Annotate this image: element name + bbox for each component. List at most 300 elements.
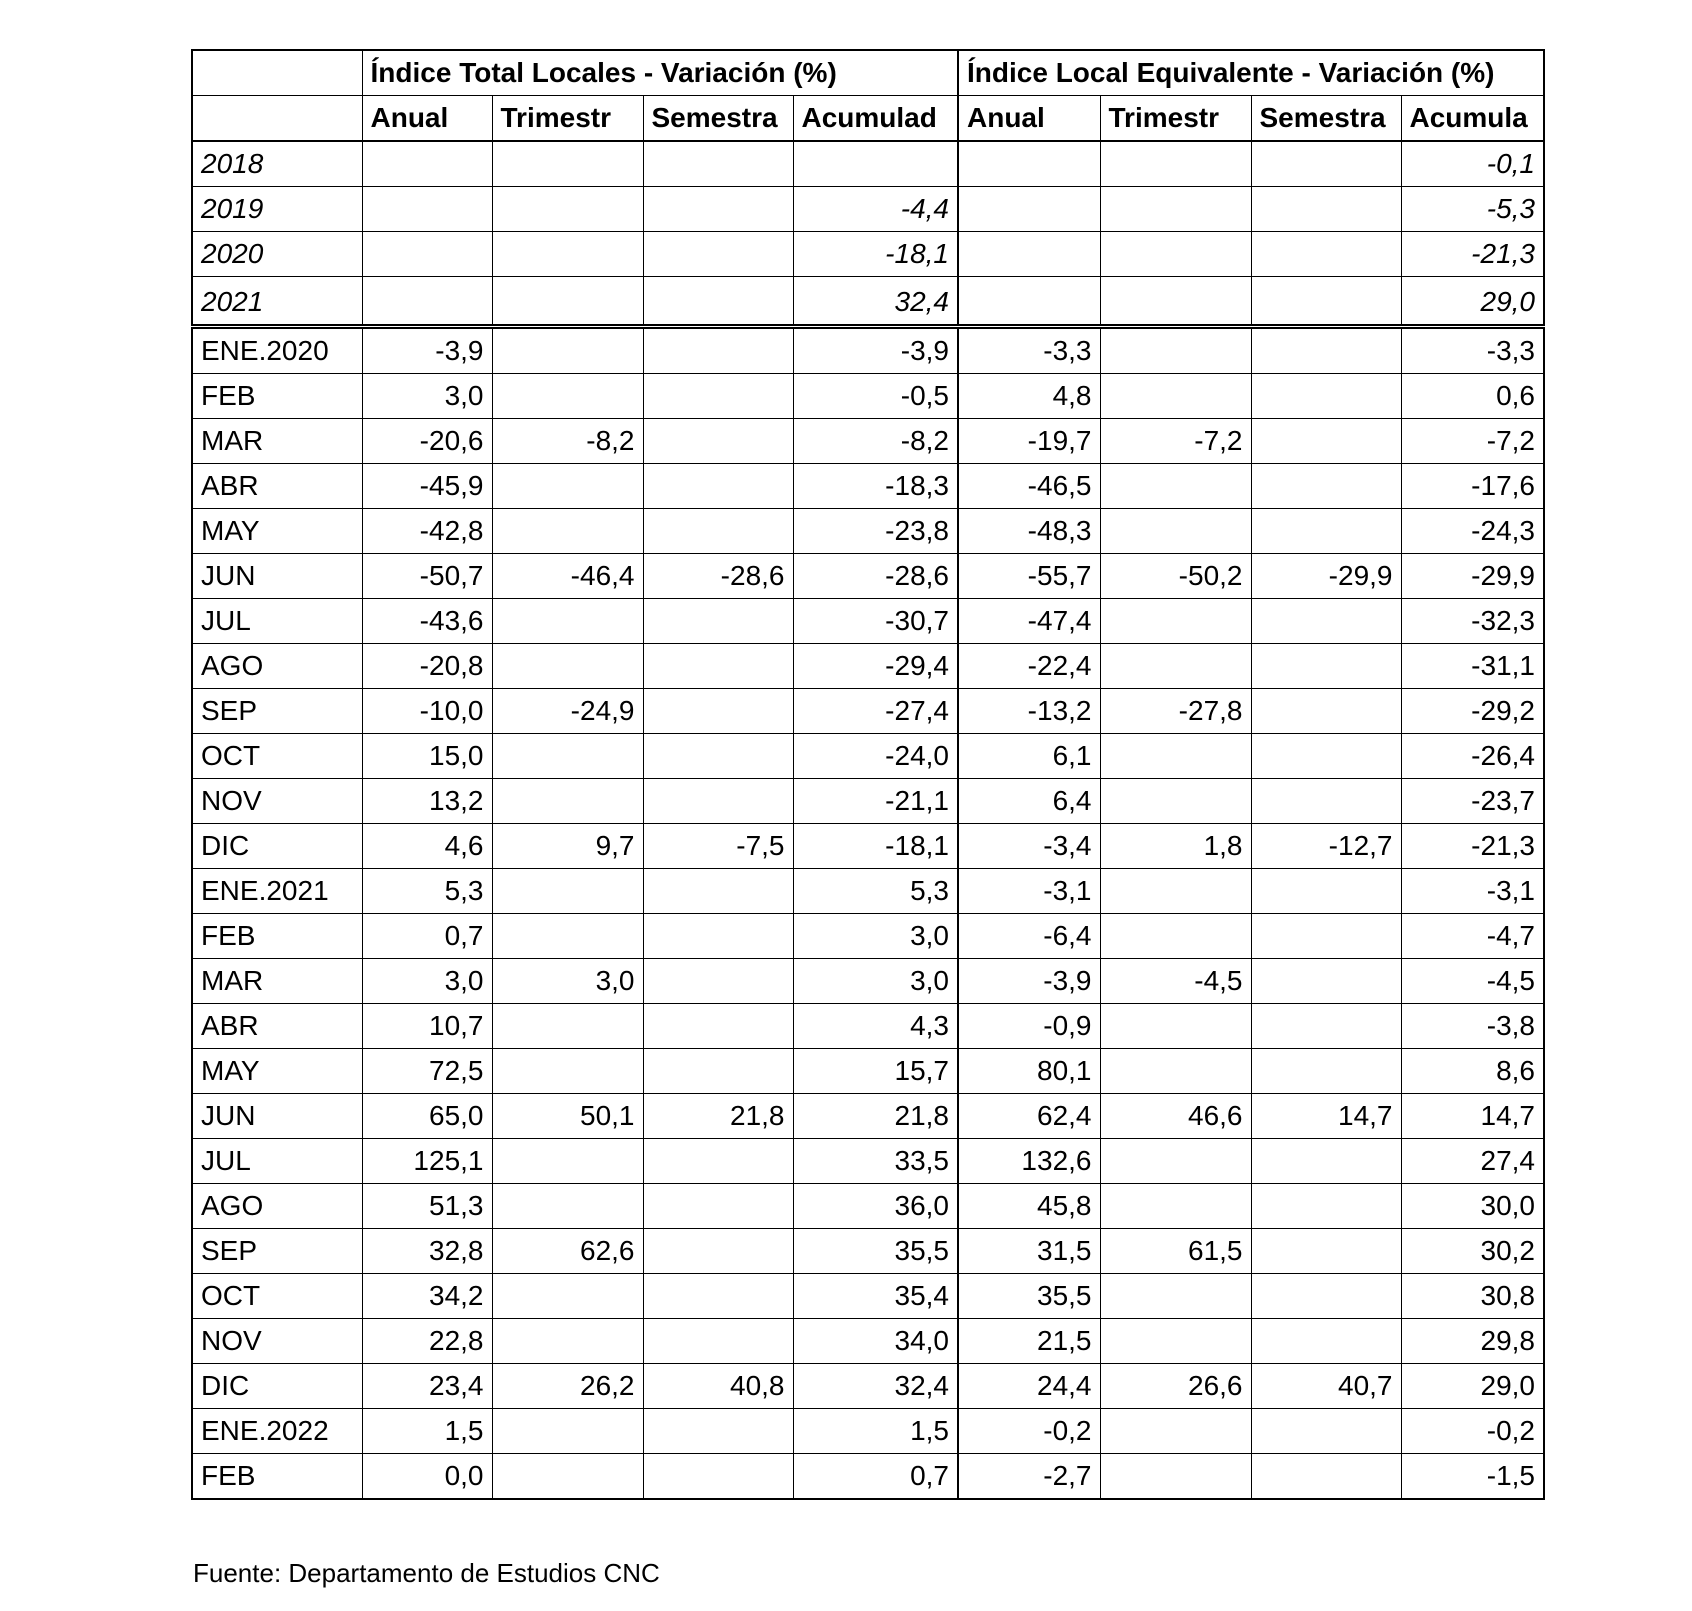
table-row <box>192 1319 1544 1364</box>
table-cell: 3,0 <box>793 914 958 959</box>
table-cell: -48,3 <box>958 509 1100 554</box>
table-cell <box>492 1049 643 1094</box>
table-cell <box>643 1049 793 1094</box>
table-cell <box>492 374 643 419</box>
group-header-row <box>192 50 1544 96</box>
table-cell: -3,1 <box>1401 869 1544 914</box>
table-cell <box>1251 1274 1401 1319</box>
table-cell <box>643 689 793 734</box>
col-header-right-semestral: Semestra <box>1251 96 1401 142</box>
table-cell <box>1100 644 1251 689</box>
table-cell: -3,4 <box>958 824 1100 869</box>
table-row <box>192 141 1544 187</box>
table-cell <box>492 1184 643 1229</box>
table-cell <box>1251 1229 1401 1274</box>
table-row <box>192 509 1544 554</box>
col-header-right-acumulado: Acumula <box>1401 96 1544 142</box>
table-cell <box>492 914 643 959</box>
table-cell: 62,4 <box>958 1094 1100 1139</box>
table-cell <box>492 141 643 187</box>
table-cell <box>793 141 958 187</box>
table-cell: -1,5 <box>1401 1454 1544 1500</box>
table-row <box>192 1454 1544 1500</box>
table-row <box>192 1274 1544 1319</box>
table-cell <box>643 327 793 374</box>
table-cell <box>1251 277 1401 327</box>
table-cell <box>643 277 793 327</box>
table-cell: -22,4 <box>958 644 1100 689</box>
row-label: AGO <box>192 644 362 689</box>
table-row <box>192 1184 1544 1229</box>
table-row <box>192 599 1544 644</box>
table-cell: -3,9 <box>958 959 1100 1004</box>
table-cell <box>1100 1409 1251 1454</box>
table-row <box>192 824 1544 869</box>
table-cell: -17,6 <box>1401 464 1544 509</box>
table-cell <box>1100 1139 1251 1184</box>
table-cell <box>1251 914 1401 959</box>
col-header-right-trimestral: Trimestr <box>1100 96 1251 142</box>
col-header-left-acumulado: Acumulad <box>793 96 958 142</box>
table-cell: -18,1 <box>793 232 958 277</box>
table-cell: 26,2 <box>492 1364 643 1409</box>
table-cell: -0,5 <box>793 374 958 419</box>
table-cell: -29,4 <box>793 644 958 689</box>
table-cell <box>643 959 793 1004</box>
table-cell <box>643 1004 793 1049</box>
table-cell: -10,0 <box>362 689 492 734</box>
row-label: OCT <box>192 734 362 779</box>
table-cell: -20,8 <box>362 644 492 689</box>
table-cell <box>1251 1139 1401 1184</box>
table-cell: -3,8 <box>1401 1004 1544 1049</box>
table-cell: 34,0 <box>793 1319 958 1364</box>
table-cell: 30,0 <box>1401 1184 1544 1229</box>
table-cell: 30,8 <box>1401 1274 1544 1319</box>
table-cell <box>1251 959 1401 1004</box>
table-cell: 32,4 <box>793 277 958 327</box>
table-cell: 14,7 <box>1251 1094 1401 1139</box>
table-cell: -3,3 <box>958 327 1100 374</box>
table-cell: -12,7 <box>1251 824 1401 869</box>
col-header-left-anual: Anual <box>362 96 492 142</box>
table-cell <box>958 277 1100 327</box>
table-cell: -3,9 <box>362 327 492 374</box>
table-cell: -3,9 <box>793 327 958 374</box>
table-cell: 51,3 <box>362 1184 492 1229</box>
table-cell <box>1100 914 1251 959</box>
table-row <box>192 779 1544 824</box>
table-cell <box>362 232 492 277</box>
table-cell: 15,7 <box>793 1049 958 1094</box>
table-cell: 1,5 <box>362 1409 492 1454</box>
table-cell <box>1251 779 1401 824</box>
table-row <box>192 644 1544 689</box>
table-cell: 29,0 <box>1401 1364 1544 1409</box>
table-cell <box>492 277 643 327</box>
table-cell: -8,2 <box>492 419 643 464</box>
row-label: MAR <box>192 419 362 464</box>
table-row <box>192 232 1544 277</box>
table-cell: 26,6 <box>1100 1364 1251 1409</box>
table-cell <box>492 779 643 824</box>
table-cell: 0,6 <box>1401 374 1544 419</box>
table-cell <box>362 141 492 187</box>
table-cell <box>362 277 492 327</box>
table-cell: 1,8 <box>1100 824 1251 869</box>
table-cell: 50,1 <box>492 1094 643 1139</box>
table-cell <box>958 141 1100 187</box>
row-label: MAR <box>192 959 362 1004</box>
table-cell: 0,7 <box>362 914 492 959</box>
table-cell: 35,4 <box>793 1274 958 1319</box>
table-cell <box>643 509 793 554</box>
table-cell <box>643 1454 793 1500</box>
col-header-right-anual: Anual <box>958 96 1100 142</box>
row-label: 2020 <box>192 232 362 277</box>
row-label: MAY <box>192 1049 362 1094</box>
table-cell: 22,8 <box>362 1319 492 1364</box>
table-cell: -4,7 <box>1401 914 1544 959</box>
table-cell: 65,0 <box>362 1094 492 1139</box>
table-cell <box>1251 327 1401 374</box>
source-note: Fuente: Departamento de Estudios CNC <box>193 1558 660 1588</box>
table-cell: -4,5 <box>1401 959 1544 1004</box>
table-cell: 21,8 <box>643 1094 793 1139</box>
table-cell: 35,5 <box>958 1274 1100 1319</box>
table-row <box>192 374 1544 419</box>
table-cell <box>1251 599 1401 644</box>
table-cell: 8,6 <box>1401 1049 1544 1094</box>
row-label: OCT <box>192 1274 362 1319</box>
table-cell <box>492 734 643 779</box>
corner-cell <box>192 50 362 96</box>
table-row <box>192 419 1544 464</box>
table-row <box>192 914 1544 959</box>
table-cell: 24,4 <box>958 1364 1100 1409</box>
table-cell: 72,5 <box>362 1049 492 1094</box>
table-cell: -46,5 <box>958 464 1100 509</box>
table-cell <box>1251 1319 1401 1364</box>
col-header-left-semestral: Semestra <box>643 96 793 142</box>
table-cell <box>1100 1319 1251 1364</box>
corner-cell <box>192 96 362 142</box>
table-cell <box>1251 419 1401 464</box>
table-cell <box>1100 141 1251 187</box>
col-header-left-trimestral: Trimestr <box>492 96 643 142</box>
row-label: ABR <box>192 1004 362 1049</box>
table-row <box>192 1409 1544 1454</box>
table-cell <box>1251 141 1401 187</box>
table-cell: -18,1 <box>793 824 958 869</box>
table-cell: -27,8 <box>1100 689 1251 734</box>
table-cell <box>643 1274 793 1319</box>
row-label: 2021 <box>192 277 362 327</box>
row-label: DIC <box>192 1364 362 1409</box>
table-cell: -4,5 <box>1100 959 1251 1004</box>
table-cell <box>643 1184 793 1229</box>
table-cell: -50,2 <box>1100 554 1251 599</box>
table-cell: 3,0 <box>362 959 492 1004</box>
table-cell <box>492 869 643 914</box>
table-row <box>192 689 1544 734</box>
table-cell: -7,2 <box>1401 419 1544 464</box>
row-label: JUN <box>192 554 362 599</box>
table-cell <box>958 187 1100 232</box>
table-cell <box>643 187 793 232</box>
table-cell: -3,3 <box>1401 327 1544 374</box>
table-cell <box>1251 1004 1401 1049</box>
row-label: FEB <box>192 374 362 419</box>
table-cell <box>1100 374 1251 419</box>
table-cell <box>643 419 793 464</box>
row-label: SEP <box>192 689 362 734</box>
table-cell <box>1100 187 1251 232</box>
table-cell: -30,7 <box>793 599 958 644</box>
table-body <box>192 50 1544 1499</box>
table-cell: -50,7 <box>362 554 492 599</box>
table-cell: -29,9 <box>1251 554 1401 599</box>
table-row <box>192 1004 1544 1049</box>
table-cell: 9,7 <box>492 824 643 869</box>
table-cell: -47,4 <box>958 599 1100 644</box>
table-cell: 5,3 <box>793 869 958 914</box>
table-cell <box>1251 869 1401 914</box>
table-cell: 33,5 <box>793 1139 958 1184</box>
table-cell <box>362 187 492 232</box>
table-cell <box>1100 599 1251 644</box>
table-cell <box>1100 1049 1251 1094</box>
row-label: ABR <box>192 464 362 509</box>
table-cell: 62,6 <box>492 1229 643 1274</box>
table-cell <box>643 779 793 824</box>
row-label: JUL <box>192 599 362 644</box>
row-label: NOV <box>192 779 362 824</box>
table-cell: 46,6 <box>1100 1094 1251 1139</box>
table-cell: 21,5 <box>958 1319 1100 1364</box>
table-cell: -8,2 <box>793 419 958 464</box>
table-cell: 3,0 <box>793 959 958 1004</box>
table-cell <box>492 599 643 644</box>
table-cell: -29,2 <box>1401 689 1544 734</box>
table-cell <box>643 141 793 187</box>
table-cell: -20,6 <box>362 419 492 464</box>
table-row <box>192 869 1544 914</box>
table-cell: 31,5 <box>958 1229 1100 1274</box>
table-cell: -19,7 <box>958 419 1100 464</box>
table-cell: 21,8 <box>793 1094 958 1139</box>
table-cell: 0,7 <box>793 1454 958 1500</box>
table-row <box>192 1364 1544 1409</box>
table-cell: 4,6 <box>362 824 492 869</box>
table-cell <box>1100 1004 1251 1049</box>
table-cell <box>1100 734 1251 779</box>
table-cell: -23,7 <box>1401 779 1544 824</box>
table-cell: 35,5 <box>793 1229 958 1274</box>
table-cell: 14,7 <box>1401 1094 1544 1139</box>
table-cell <box>1251 1454 1401 1500</box>
table-cell: 0,0 <box>362 1454 492 1500</box>
table-cell <box>643 1229 793 1274</box>
table-cell: -7,5 <box>643 824 793 869</box>
group-header-total-locales: Índice Total Locales - Variación (%) <box>362 50 958 96</box>
table-cell: -46,4 <box>492 554 643 599</box>
group-header-local-equivalente: Índice Local Equivalente - Variación (%) <box>958 50 1544 96</box>
table-cell <box>643 914 793 959</box>
row-label: JUL <box>192 1139 362 1184</box>
table-cell: 4,3 <box>793 1004 958 1049</box>
table-cell: 61,5 <box>1100 1229 1251 1274</box>
table-cell <box>1251 1049 1401 1094</box>
variation-index-table <box>191 49 1545 1500</box>
row-label: NOV <box>192 1319 362 1364</box>
table-cell: 80,1 <box>958 1049 1100 1094</box>
table-cell <box>492 644 643 689</box>
table-cell <box>492 187 643 232</box>
table-cell: -3,1 <box>958 869 1100 914</box>
table-cell <box>1251 689 1401 734</box>
table-cell: -4,4 <box>793 187 958 232</box>
table-cell <box>1100 509 1251 554</box>
table-row <box>192 1049 1544 1094</box>
table-cell <box>1251 734 1401 779</box>
table-cell <box>1251 1184 1401 1229</box>
table-cell: -18,3 <box>793 464 958 509</box>
table-cell: 3,0 <box>362 374 492 419</box>
table-cell: -27,4 <box>793 689 958 734</box>
table-cell: 3,0 <box>492 959 643 1004</box>
table-cell: 29,0 <box>1401 277 1544 327</box>
table-cell: 34,2 <box>362 1274 492 1319</box>
table-cell <box>643 734 793 779</box>
row-label: FEB <box>192 1454 362 1500</box>
table-cell <box>492 1139 643 1184</box>
table-cell: 40,7 <box>1251 1364 1401 1409</box>
table-row <box>192 464 1544 509</box>
table-row <box>192 1139 1544 1184</box>
table-cell: -42,8 <box>362 509 492 554</box>
table-cell: -28,6 <box>793 554 958 599</box>
table-cell <box>492 1409 643 1454</box>
table-cell: -2,7 <box>958 1454 1100 1500</box>
table-row <box>192 734 1544 779</box>
table-row <box>192 277 1544 327</box>
table-cell <box>1100 1454 1251 1500</box>
table-cell <box>492 509 643 554</box>
row-label: DIC <box>192 824 362 869</box>
row-label: ENE.2020 <box>192 327 362 374</box>
table-cell: -0,9 <box>958 1004 1100 1049</box>
table-cell: -24,0 <box>793 734 958 779</box>
table-cell <box>958 232 1100 277</box>
table-cell: 132,6 <box>958 1139 1100 1184</box>
table-cell <box>492 1319 643 1364</box>
table-cell: -21,3 <box>1401 824 1544 869</box>
table-cell: 6,1 <box>958 734 1100 779</box>
table-cell: 32,4 <box>793 1364 958 1409</box>
table-cell: -28,6 <box>643 554 793 599</box>
table-cell <box>1100 779 1251 824</box>
table-cell: 27,4 <box>1401 1139 1544 1184</box>
table-cell: -43,6 <box>362 599 492 644</box>
table-cell: 32,8 <box>362 1229 492 1274</box>
table-cell: 13,2 <box>362 779 492 824</box>
table-cell: 125,1 <box>362 1139 492 1184</box>
table-cell <box>643 1409 793 1454</box>
table-cell: -29,9 <box>1401 554 1544 599</box>
table-cell <box>1251 232 1401 277</box>
table-row <box>192 1094 1544 1139</box>
table-cell: 23,4 <box>362 1364 492 1409</box>
table-cell <box>492 1004 643 1049</box>
table-cell: -45,9 <box>362 464 492 509</box>
column-header-row <box>192 96 1544 142</box>
table-cell <box>1100 1274 1251 1319</box>
table-row <box>192 327 1544 374</box>
table-cell: -0,1 <box>1401 141 1544 187</box>
table-cell: -21,1 <box>793 779 958 824</box>
table-cell <box>1100 464 1251 509</box>
table-cell <box>643 599 793 644</box>
table-cell: -31,1 <box>1401 644 1544 689</box>
table-row <box>192 554 1544 599</box>
table-cell <box>643 374 793 419</box>
table-row <box>192 187 1544 232</box>
table-cell <box>492 232 643 277</box>
table-cell: 10,7 <box>362 1004 492 1049</box>
table-cell <box>492 327 643 374</box>
table-cell: -55,7 <box>958 554 1100 599</box>
table-cell: 36,0 <box>793 1184 958 1229</box>
table-cell <box>1251 187 1401 232</box>
table-cell: -13,2 <box>958 689 1100 734</box>
table-cell: 6,4 <box>958 779 1100 824</box>
table-cell: -0,2 <box>1401 1409 1544 1454</box>
table-cell: 15,0 <box>362 734 492 779</box>
table-cell: -26,4 <box>1401 734 1544 779</box>
table-cell <box>492 464 643 509</box>
table-cell: 29,8 <box>1401 1319 1544 1364</box>
table-cell <box>1100 869 1251 914</box>
row-label: 2019 <box>192 187 362 232</box>
table-row <box>192 959 1544 1004</box>
table-cell <box>1251 644 1401 689</box>
table-cell: 1,5 <box>793 1409 958 1454</box>
row-label: AGO <box>192 1184 362 1229</box>
table-cell <box>1100 277 1251 327</box>
table-cell <box>492 1454 643 1500</box>
row-label: 2018 <box>192 141 362 187</box>
row-label: JUN <box>192 1094 362 1139</box>
table-cell <box>643 1139 793 1184</box>
table-cell: -0,2 <box>958 1409 1100 1454</box>
table-cell <box>1100 327 1251 374</box>
table-cell: 45,8 <box>958 1184 1100 1229</box>
row-label: ENE.2021 <box>192 869 362 914</box>
table-cell: 4,8 <box>958 374 1100 419</box>
table-cell: -24,3 <box>1401 509 1544 554</box>
row-label: MAY <box>192 509 362 554</box>
table-row <box>192 1229 1544 1274</box>
table-cell <box>643 869 793 914</box>
table-cell: 5,3 <box>362 869 492 914</box>
table-cell: -5,3 <box>1401 187 1544 232</box>
table-cell <box>643 464 793 509</box>
table-cell: 40,8 <box>643 1364 793 1409</box>
table-cell <box>1251 374 1401 419</box>
table-cell: -23,8 <box>793 509 958 554</box>
table-cell: -24,9 <box>492 689 643 734</box>
